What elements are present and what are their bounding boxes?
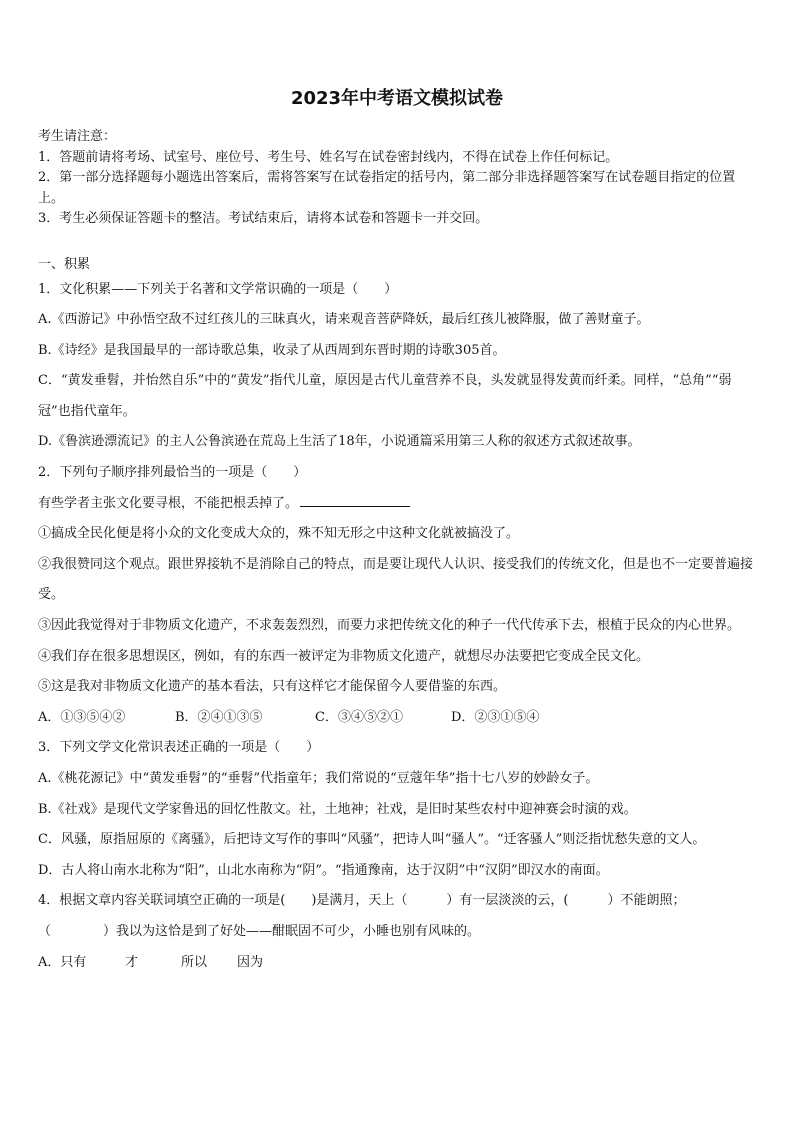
q2-option-c: C．③④⑤②①	[315, 709, 403, 725]
page-title: 2023年中考语文模拟试卷	[290, 88, 504, 109]
q2-sentence: ⑤这是我对非物质文化遗产的基本看法，只有这样它才能保留今人要借鉴的东西。	[38, 679, 507, 695]
q2-stem: 2．下列句子顺序排列最恰当的一项是（ ）	[38, 465, 307, 481]
q4-option-word: A．只有	[38, 954, 87, 970]
q2-option-b: B．②④①③⑤	[175, 709, 263, 725]
notice-item: 1．答题前请将考场、试室号、座位号、考生号、姓名写在试卷密封线内，不得在试卷上作任何标记。	[38, 149, 619, 165]
notice-item: 3．考生必须保证答题卡的整洁。考试结束后，请将本试卷和答题卡一并交回。	[38, 211, 489, 226]
q2-sentence: ④我们存在很多思想误区，例如，有的东西一被评定为非物质文化遗产，就想尽办法要把它变成全民文化。	[38, 648, 650, 664]
notice-block	[38, 127, 756, 230]
q4-option-a	[38, 948, 756, 979]
questions	[38, 275, 756, 979]
q2-option-a: A．①③⑤④②	[38, 709, 126, 725]
q2-option-d: D．②③①⑤④	[451, 709, 540, 725]
q3-option-d: D．古人将山南水北称为“阳”，山北水南称为“阴”。“指通豫南，达于汉阴”中“汉阴”即汉水的南面。	[38, 862, 609, 878]
q3-option-a: A.《桃花源记》中“黄发垂髫”的“垂髫”代指童年；我们常说的“豆蔻年华”指十七八岁的妙龄女子。	[38, 771, 599, 786]
q4-option-word: 才	[125, 954, 139, 970]
q1-option-c: C．“黄发垂髫，并怡然自乐”中的“黄发”指代儿童，原因是古代儿童营养不良，头发就显得发黄而纤柔。同样，“总角”“弱冠”也指代童年。	[38, 373, 732, 419]
q2-options	[38, 703, 756, 734]
q2-lead-text: 有些学者主张文化要寻根，不能把根丢掉了。	[38, 495, 299, 511]
q2-sentence: ②我很赞同这个观点。跟世界接轨不是消除自己的特点，而是要让现代人认识、接受我们的传统文化，但是也不一定要普遍接受。	[38, 556, 754, 603]
q2-lead	[38, 489, 756, 520]
q2-sentence: ①搞成全民化便是将小众的文化变成大众的，殊不知无形之中这种文化就被搞没了。	[38, 526, 520, 542]
q1-option-a: A.《西游记》中孙悟空敌不过红孩儿的三昧真火，请来观音菩萨降妖，最后红孩儿被降服，做了善财童子。	[38, 312, 650, 328]
q1-stem: 1．文化积累——下列关于名著和文学常识确的一项是（ ）	[38, 281, 398, 297]
q3-option-b: B.《社戏》是现代文学家鲁迅的回忆性散文。社，土地神；社戏，是旧时某些农村中迎神赛会时演的戏。	[38, 801, 637, 817]
q3-option-c: C．风骚，原指屈原的《离骚》，后把诗文写作的事叫“风骚”，把诗人叫“骚人”。“迁客骚人”则泛指忧愁失意的文人。	[38, 832, 706, 848]
q4-option-word: 所以	[181, 954, 208, 970]
q1-option-d: D.《鲁滨逊漂流记》的主人公鲁滨逊在荒岛上生活了18年，小说通篇采用第三人称的叙述方式叙述故事。	[38, 434, 641, 450]
q1-option-b: B.《诗经》是我国最早的一部诗歌总集，收录了从西周到东晋时期的诗歌305首。	[38, 342, 506, 358]
q2-sentence: ③因此我觉得对于非物质文化遗产，不求轰轰烈烈，而要力求把传统文化的种子一代代传承下去，根植于民众的内心世界。	[38, 618, 741, 634]
q4-stem: 4．根据文章内容关联词填空正确的一项是( )是满月，天上（ ）有一层淡淡的云，( ）不能朗照；	[38, 893, 686, 909]
notice-item: 2．第一部分选择题每小题选出答案后，需将答案写在试卷指定的括号内，第二部分非选择题答案写在试卷题目指定的位置上。	[38, 170, 736, 206]
notice-heading: 考生请注意：	[38, 129, 117, 144]
section-heading: 一、积累	[38, 256, 91, 272]
q4-option-word: 因为	[237, 954, 264, 970]
answer-blank	[300, 493, 410, 507]
q4-stem-continued: （ ）我以为这恰是到了好处——酣眠固不可少，小睡也别有风味的。	[38, 923, 481, 939]
q3-stem: 3．下列文学文化常识表述正确的一项是（ ）	[38, 740, 320, 756]
